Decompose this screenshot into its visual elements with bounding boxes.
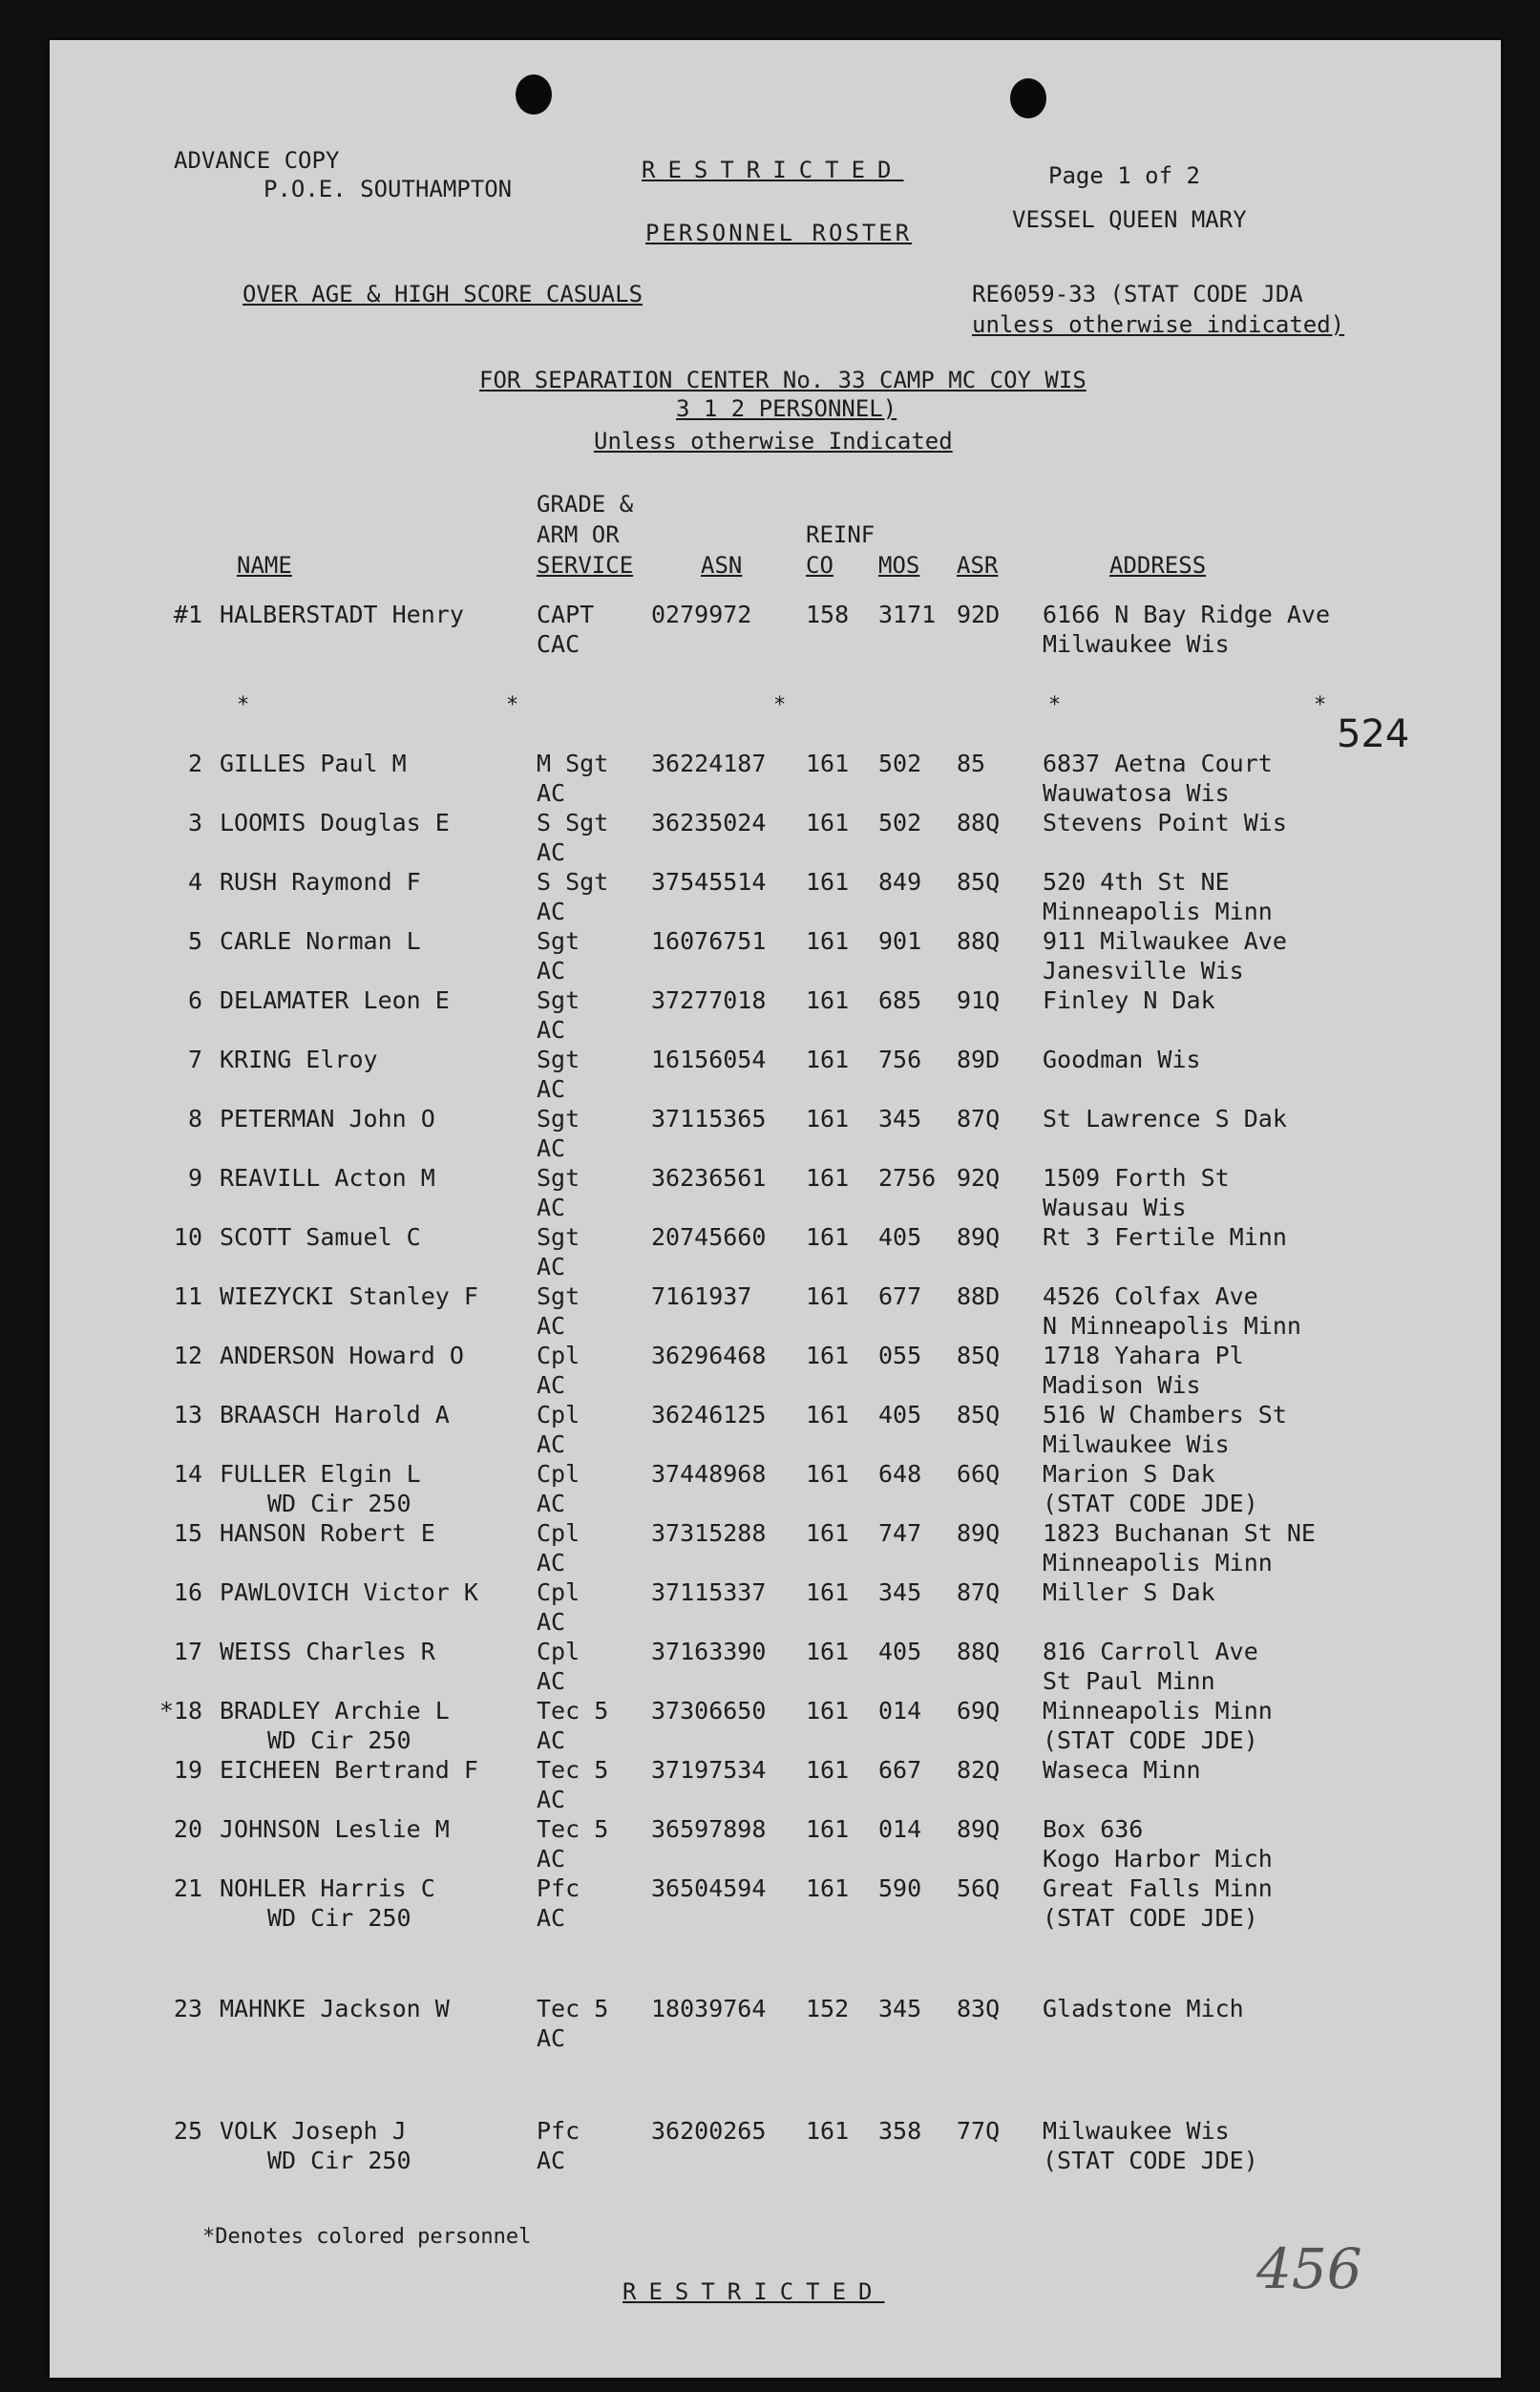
arm-of-service: AC <box>537 1371 566 1399</box>
row-number: 6 <box>187 986 202 1014</box>
grade: Sgt <box>537 986 580 1014</box>
grade: Tec 5 <box>537 1697 609 1725</box>
asr-score: 88Q <box>957 809 1001 836</box>
arm-of-service: AC <box>537 898 566 925</box>
grade: Pfc <box>537 1874 580 1902</box>
asr-score: 89D <box>957 1046 1001 1073</box>
arm-of-service: AC <box>537 1845 566 1873</box>
row-number: 23 <box>173 1995 202 2022</box>
address-line-2: Milwaukee Wis <box>1043 1430 1230 1458</box>
row-number: 25 <box>173 2117 202 2145</box>
asr-score: 89Q <box>957 1815 1001 1843</box>
punch-hole <box>1010 78 1046 118</box>
mos-code: 345 <box>878 1578 922 1606</box>
restricted-header: RESTRICTED <box>642 157 904 183</box>
mos-code: 502 <box>878 809 922 836</box>
grade: Sgt <box>537 927 580 955</box>
asr-score: 87Q <box>957 1578 1001 1606</box>
col-reinf: REINF <box>806 521 875 548</box>
row-number: 13 <box>173 1401 202 1429</box>
asr-score: 83Q <box>957 1995 1001 2022</box>
address-line-1: 816 Carroll Ave <box>1043 1638 1258 1665</box>
row-number: 5 <box>187 927 202 955</box>
serial-number: 36200265 <box>651 2117 767 2145</box>
address-line-1: 911 Milwaukee Ave <box>1043 927 1287 955</box>
serial-number: 37115337 <box>651 1578 767 1606</box>
handwritten-number: 456 <box>1256 2236 1362 2301</box>
address-line-1: Milwaukee Wis <box>1043 2117 1230 2145</box>
row-number: #1 <box>173 601 202 628</box>
reinf-co: 161 <box>806 750 850 777</box>
row-number: 21 <box>173 1874 202 1902</box>
row-number: 11 <box>173 1282 202 1310</box>
reinf-co: 161 <box>806 986 850 1014</box>
mos-code: 756 <box>878 1046 922 1073</box>
mos-code: 055 <box>878 1342 922 1369</box>
address-line-1: Rt 3 Fertile Minn <box>1043 1223 1287 1251</box>
mos-code: 849 <box>878 868 922 896</box>
grade: Pfc <box>537 2117 580 2145</box>
row-number: 15 <box>173 1519 202 1547</box>
grade: Sgt <box>537 1164 580 1192</box>
person-name: LOOMIS Douglas E <box>220 809 450 836</box>
mos-code: 3171 <box>878 601 937 628</box>
reinf-co: 161 <box>806 1105 850 1132</box>
port-of-embarkation: P.O.E. SOUTHAMPTON <box>264 176 513 202</box>
roster-title: PERSONNEL ROSTER <box>645 220 913 246</box>
arm-of-service: AC <box>537 1430 566 1458</box>
address-line-1: Finley N Dak <box>1043 986 1215 1014</box>
mos-code: 358 <box>878 2117 922 2145</box>
address-line-2: Milwaukee Wis <box>1043 630 1230 658</box>
grade: Tec 5 <box>537 1995 609 2022</box>
serial-number: 37545514 <box>651 868 767 896</box>
mos-code: 901 <box>878 927 922 955</box>
serial-number: 37448968 <box>651 1460 767 1488</box>
grade: Sgt <box>537 1282 580 1310</box>
reinf-co: 158 <box>806 601 850 628</box>
movement-code: RE6059-33 (STAT CODE JDA <box>972 281 1303 307</box>
serial-number: 36224187 <box>651 750 767 777</box>
asr-score: 66Q <box>957 1460 1001 1488</box>
mos-code: 405 <box>878 1223 922 1251</box>
asr-score: 85Q <box>957 1342 1001 1369</box>
person-name: REAVILL Acton M <box>220 1164 435 1192</box>
grade: Cpl <box>537 1578 580 1606</box>
person-name: WEISS Charles R <box>220 1638 435 1665</box>
person-name: GILLES Paul M <box>220 750 407 777</box>
address-line-2: (STAT CODE JDE) <box>1043 1726 1258 1754</box>
grade: Cpl <box>537 1519 580 1547</box>
row-number: 3 <box>187 809 202 836</box>
person-name: RUSH Raymond F <box>220 868 421 896</box>
reinf-co: 161 <box>806 2117 850 2145</box>
address-line-2: (STAT CODE JDE) <box>1043 2147 1258 2174</box>
arm-of-service: AC <box>537 1134 566 1162</box>
address-line-1: Great Falls Minn <box>1043 1874 1273 1902</box>
address-line-1: 516 W Chambers St <box>1043 1401 1287 1429</box>
mos-code: 667 <box>878 1756 922 1784</box>
col-mos: MOS <box>878 552 920 579</box>
arm-of-service: AC <box>537 1016 566 1044</box>
reinf-co: 161 <box>806 1401 850 1429</box>
arm-of-service: AC <box>537 838 566 866</box>
reinf-co: 161 <box>806 1223 850 1251</box>
reinf-co: 161 <box>806 1756 850 1784</box>
address-line-2: Kogo Harbor Mich <box>1043 1845 1273 1873</box>
row-number: 12 <box>173 1342 202 1369</box>
serial-number: 0279972 <box>651 601 752 628</box>
address-line-1: Gladstone Mich <box>1043 1995 1244 2022</box>
arm-of-service: AC <box>537 779 566 807</box>
address-line-2: Minneapolis Minn <box>1043 898 1273 925</box>
address-line-1: 1509 Forth St <box>1043 1164 1230 1192</box>
mos-code: 405 <box>878 1638 922 1665</box>
serial-number: 37277018 <box>651 986 767 1014</box>
asr-score: 88Q <box>957 927 1001 955</box>
mos-code: 014 <box>878 1815 922 1843</box>
grade: S Sgt <box>537 868 609 896</box>
mos-code: 2756 <box>878 1164 937 1192</box>
row-number: 4 <box>187 868 202 896</box>
mos-code: 590 <box>878 1874 922 1902</box>
asr-score: 85Q <box>957 1401 1001 1429</box>
serial-number: 16156054 <box>651 1046 767 1073</box>
person-name: FULLER Elgin L <box>220 1460 421 1488</box>
grade: Cpl <box>537 1401 580 1429</box>
grade: Sgt <box>537 1046 580 1073</box>
footnote: *Denotes colored personnel <box>202 2225 532 2249</box>
address-line-2: Wauwatosa Wis <box>1043 779 1230 807</box>
asr-score: 88Q <box>957 1638 1001 1665</box>
row-number: 14 <box>173 1460 202 1488</box>
reinf-co: 161 <box>806 868 850 896</box>
mos-code: 502 <box>878 750 922 777</box>
reinf-co: 161 <box>806 1342 850 1369</box>
restricted-footer: RESTRICTED <box>622 2278 885 2305</box>
address-line-1: St Lawrence S Dak <box>1043 1105 1287 1132</box>
asterisk-mark: * <box>506 693 519 717</box>
mos-code: 345 <box>878 1995 922 2022</box>
address-line-1: 4526 Colfax Ave <box>1043 1282 1258 1310</box>
reinf-co: 161 <box>806 1815 850 1843</box>
asterisk-mark: * <box>1314 693 1327 717</box>
arm-of-service: AC <box>537 2024 566 2052</box>
asr-score: 91Q <box>957 986 1001 1014</box>
col-asn: ASN <box>701 552 743 579</box>
col-co: CO <box>806 552 833 579</box>
personnel-count: 3 1 2 PERSONNEL) <box>676 395 897 422</box>
person-name: SCOTT Samuel C <box>220 1223 421 1251</box>
reinf-co: 161 <box>806 927 850 955</box>
serial-number: 36236561 <box>651 1164 767 1192</box>
arm-of-service: CAC <box>537 630 580 658</box>
asr-score: 56Q <box>957 1874 1001 1902</box>
separation-center: FOR SEPARATION CENTER No. 33 CAMP MC COY WIS <box>479 367 1086 393</box>
person-name: CARLE Norman L <box>220 927 421 955</box>
address-line-1: Minneapolis Minn <box>1043 1697 1273 1725</box>
casual-title: OVER AGE & HIGH SCORE CASUALS <box>243 281 643 307</box>
reinf-co: 161 <box>806 1046 850 1073</box>
person-name: ANDERSON Howard O <box>220 1342 464 1369</box>
serial-number: 7161937 <box>651 1282 752 1310</box>
arm-of-service: AC <box>537 1490 566 1517</box>
mos-code: 685 <box>878 986 922 1014</box>
person-name: DELAMATER Leon E <box>220 986 450 1014</box>
mos-code: 345 <box>878 1105 922 1132</box>
asr-score: 88D <box>957 1282 1001 1310</box>
grade: Cpl <box>537 1638 580 1665</box>
asterisk-mark: * <box>773 693 787 717</box>
address-line-2: Wausau Wis <box>1043 1194 1187 1221</box>
grade: CAPT <box>537 601 595 628</box>
address-line-2: St Paul Minn <box>1043 1667 1215 1695</box>
serial-number: 36296468 <box>651 1342 767 1369</box>
address-line-1: Box 636 <box>1043 1815 1144 1843</box>
row-number: 20 <box>173 1815 202 1843</box>
mos-code: 677 <box>878 1282 922 1310</box>
person-name: WIEZYCKI Stanley F <box>220 1282 478 1310</box>
address-line-1: Waseca Minn <box>1043 1756 1201 1784</box>
asr-score: 89Q <box>957 1223 1001 1251</box>
row-number: 7 <box>187 1046 202 1073</box>
reinf-co: 161 <box>806 809 850 836</box>
grade: Sgt <box>537 1105 580 1132</box>
asr-score: 92Q <box>957 1164 1001 1192</box>
indicated-note: Unless otherwise Indicated <box>594 428 953 455</box>
arm-of-service: AC <box>537 1253 566 1281</box>
name-note: WD Cir 250 <box>267 1726 411 1754</box>
reinf-co: 161 <box>806 1519 850 1547</box>
reinf-co: 161 <box>806 1460 850 1488</box>
reinf-co: 161 <box>806 1638 850 1665</box>
name-note: WD Cir 250 <box>267 1490 411 1517</box>
address-line-2: (STAT CODE JDE) <box>1043 1490 1258 1517</box>
address-line-2: Madison Wis <box>1043 1371 1201 1399</box>
address-line-1: 1718 Yahara Pl <box>1043 1342 1244 1369</box>
row-number: 16 <box>173 1578 202 1606</box>
row-number: 10 <box>173 1223 202 1251</box>
row-number: 2 <box>187 750 202 777</box>
reinf-co: 152 <box>806 1995 850 2022</box>
reinf-co: 161 <box>806 1164 850 1192</box>
address-line-1: 6166 N Bay Ridge Ave <box>1043 601 1331 628</box>
arm-of-service: AC <box>537 1667 566 1695</box>
asr-score: 85 <box>957 750 986 777</box>
arm-of-service: AC <box>537 957 566 984</box>
asr-score: 87Q <box>957 1105 1001 1132</box>
arm-of-service: AC <box>537 2147 566 2174</box>
reinf-co: 161 <box>806 1282 850 1310</box>
asterisk-mark: * <box>237 693 250 717</box>
address-line-1: Miller S Dak <box>1043 1578 1215 1606</box>
punch-hole <box>516 74 552 115</box>
serial-number: 36235024 <box>651 809 767 836</box>
serial-number: 36246125 <box>651 1401 767 1429</box>
arm-of-service: AC <box>537 1312 566 1340</box>
grade: Sgt <box>537 1223 580 1251</box>
row-number: 17 <box>173 1638 202 1665</box>
serial-number: 20745660 <box>651 1223 767 1251</box>
person-name: PETERMAN John O <box>220 1105 435 1132</box>
document-page <box>50 40 1501 2378</box>
mos-code: 014 <box>878 1697 922 1725</box>
person-name: HANSON Robert E <box>220 1519 435 1547</box>
grade: S Sgt <box>537 809 609 836</box>
person-name: VOLK Joseph J <box>220 2117 407 2145</box>
arm-of-service: AC <box>537 1726 566 1754</box>
arm-of-service: AC <box>537 1549 566 1577</box>
arm-of-service: AC <box>537 1786 566 1813</box>
movement-code-note: unless otherwise indicated) <box>972 311 1345 338</box>
page-indicator: Page 1 of 2 <box>1048 162 1200 189</box>
grade: Tec 5 <box>537 1756 609 1784</box>
serial-number: 37315288 <box>651 1519 767 1547</box>
address-line-1: Goodman Wis <box>1043 1046 1201 1073</box>
person-name: EICHEEN Bertrand F <box>220 1756 478 1784</box>
arm-of-service: AC <box>537 1904 566 1932</box>
serial-number: 37306650 <box>651 1697 767 1725</box>
reinf-co: 161 <box>806 1578 850 1606</box>
col-grade-2: ARM OR <box>537 521 620 548</box>
serial-number: 36504594 <box>651 1874 767 1902</box>
arm-of-service: AC <box>537 1608 566 1636</box>
advance-copy: ADVANCE COPY <box>174 147 340 174</box>
grade: Tec 5 <box>537 1815 609 1843</box>
col-grade-3: SERVICE <box>537 552 634 579</box>
person-name: HALBERSTADT Henry <box>220 601 464 628</box>
col-address: ADDRESS <box>1109 552 1207 579</box>
address-line-1: 6837 Aetna Court <box>1043 750 1273 777</box>
serial-number: 36597898 <box>651 1815 767 1843</box>
asr-score: 92D <box>957 601 1001 628</box>
row-number: *18 <box>158 1697 202 1725</box>
serial-number: 37115365 <box>651 1105 767 1132</box>
serial-number: 18039764 <box>651 1995 767 2022</box>
address-line-1: 1823 Buchanan St NE <box>1043 1519 1316 1547</box>
address-line-1: 520 4th St NE <box>1043 868 1230 896</box>
col-asr: ASR <box>957 552 999 579</box>
person-name: KRING Elroy <box>220 1046 378 1073</box>
serial-number: 37163390 <box>651 1638 767 1665</box>
asr-score: 82Q <box>957 1756 1001 1784</box>
reinf-co: 161 <box>806 1697 850 1725</box>
person-name: JOHNSON Leslie M <box>220 1815 450 1843</box>
asterisk-mark: * <box>1048 693 1062 717</box>
arm-of-service: AC <box>537 1075 566 1103</box>
address-line-2: Minneapolis Minn <box>1043 1549 1273 1577</box>
address-line-1: Marion S Dak <box>1043 1460 1215 1488</box>
row-number: 8 <box>187 1105 202 1132</box>
mos-code: 648 <box>878 1460 922 1488</box>
arm-of-service: AC <box>537 1194 566 1221</box>
vessel-name: VESSEL QUEEN MARY <box>1012 206 1247 233</box>
grade: Cpl <box>537 1342 580 1369</box>
asr-score: 85Q <box>957 868 1001 896</box>
row-number: 9 <box>187 1164 202 1192</box>
asr-score: 89Q <box>957 1519 1001 1547</box>
person-name: NOHLER Harris C <box>220 1874 435 1902</box>
asr-score: 69Q <box>957 1697 1001 1725</box>
row-number: 19 <box>173 1756 202 1784</box>
asr-score: 77Q <box>957 2117 1001 2145</box>
person-name: BRADLEY Archie L <box>220 1697 450 1725</box>
col-grade-1: GRADE & <box>537 491 634 518</box>
name-note: WD Cir 250 <box>267 2147 411 2174</box>
name-note: WD Cir 250 <box>267 1904 411 1932</box>
mos-code: 747 <box>878 1519 922 1547</box>
address-line-2: (STAT CODE JDE) <box>1043 1904 1258 1932</box>
address-line-1: Stevens Point Wis <box>1043 809 1287 836</box>
serial-number: 16076751 <box>651 927 767 955</box>
person-name: MAHNKE Jackson W <box>220 1995 450 2022</box>
stamp-number: 524 <box>1337 712 1410 756</box>
serial-number: 37197534 <box>651 1756 767 1784</box>
person-name: PAWLOVICH Victor K <box>220 1578 478 1606</box>
reinf-co: 161 <box>806 1874 850 1902</box>
col-name: NAME <box>237 552 292 579</box>
person-name: BRAASCH Harold A <box>220 1401 450 1429</box>
address-line-2: Janesville Wis <box>1043 957 1244 984</box>
address-line-2: N Minneapolis Minn <box>1043 1312 1301 1340</box>
grade: Cpl <box>537 1460 580 1488</box>
grade: M Sgt <box>537 750 609 777</box>
mos-code: 405 <box>878 1401 922 1429</box>
